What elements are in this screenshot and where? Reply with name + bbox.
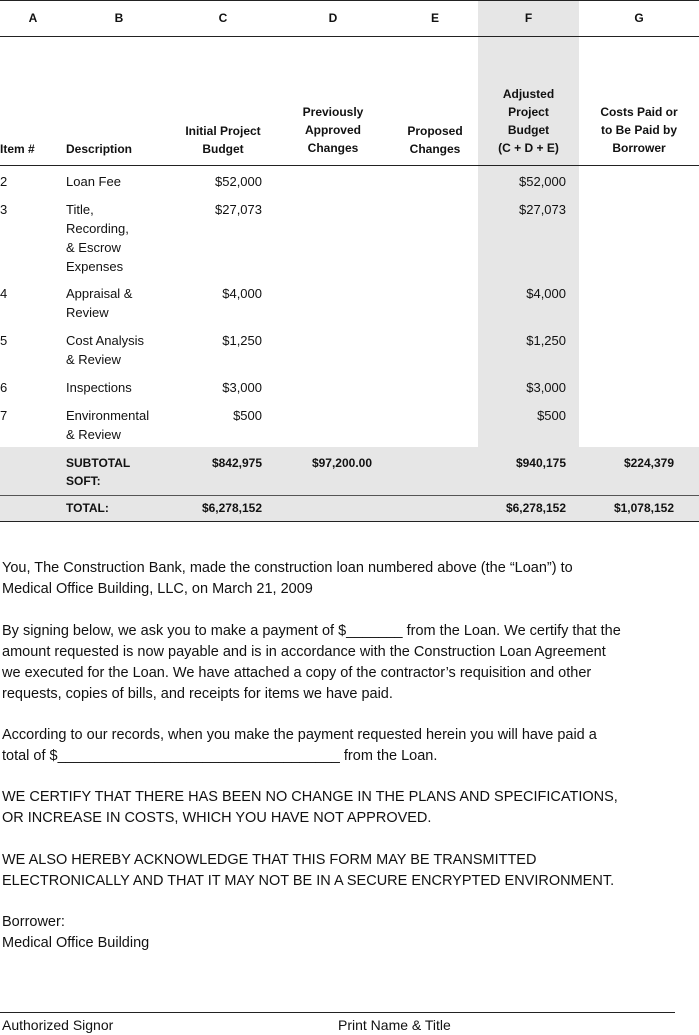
cell-item: 2	[0, 174, 8, 189]
cell-description: Appraisal & Review	[66, 286, 133, 320]
column-letter-row	[0, 0, 699, 36]
signature-line[interactable]	[0, 1012, 675, 1013]
cell-description: Inspections	[66, 380, 132, 395]
header-rule	[0, 165, 699, 166]
column-letter-e: E	[430, 11, 439, 25]
cell-adjusted: $3,000	[526, 380, 566, 395]
top-rule	[0, 0, 699, 1]
cell-initial: $1,250	[222, 333, 262, 348]
subtotal-rule	[0, 495, 699, 496]
subtotal-borrower: $224,379	[623, 456, 674, 470]
cell-adjusted: $1,250	[526, 333, 566, 348]
cell-description: Environmental & Review	[66, 408, 150, 442]
cell-item: 4	[0, 286, 8, 301]
column-letter-c: C	[218, 11, 228, 25]
table-bottom-rule	[0, 521, 699, 522]
column-letter-a: A	[28, 11, 38, 25]
total-paid-statement: According to our records, when you make the payment requested herein you will have paid a total of $___________________________________ from the Loan.	[2, 727, 597, 764]
cell-adjusted: $52,000	[519, 174, 566, 189]
cell-item: 6	[0, 380, 8, 395]
total-adjusted: $6,278,152	[505, 501, 566, 515]
subtotal-label: SUBTOTAL SOFT:	[66, 456, 131, 488]
cell-item: 5	[0, 333, 8, 348]
cell-initial: $52,000	[215, 174, 262, 189]
header-borrower-costs: Costs Paid or to Be Paid by Borrower	[600, 105, 678, 155]
column-letter-f: F	[524, 11, 533, 25]
letter-row-rule	[0, 36, 699, 37]
total-initial: $6,278,152	[201, 501, 262, 515]
header-description: Description	[66, 142, 133, 156]
column-letter-b: B	[114, 11, 124, 25]
column-letter-d: D	[328, 11, 338, 25]
cell-adjusted: $27,073	[519, 202, 566, 217]
header-item: Item #	[0, 142, 35, 156]
cell-description: Title, Recording, & Escrow Expenses	[66, 202, 129, 274]
authorized-signor-label: Authorized Signor	[2, 1017, 114, 1033]
cell-item: 7	[0, 408, 8, 423]
borrower-block	[2, 912, 692, 954]
subtotal-adjusted: $940,175	[515, 456, 566, 470]
cell-description: Cost Analysis & Review	[66, 333, 145, 367]
certification-statement: WE CERTIFY THAT THERE HAS BEEN NO CHANGE IN THE PLANS AND SPECIFICATIONS, OR INCREASE IN COSTS, WHICH YOU HAVE NOT APPROVED.	[2, 789, 618, 826]
borrower-name: Medical Office Building	[2, 935, 150, 951]
electronic-transmission-statement: WE ALSO HEREBY ACKNOWLEDGE THAT THIS FORM MAY BE TRANSMITTED ELECTRONICALLY AND THAT IT MAY NOT BE IN A SECURE ENCRYPTED ENVIRONMENT.	[2, 852, 615, 889]
subtotal-initial: $842,975	[211, 456, 262, 470]
header-initial-budget: Initial Project Budget	[185, 124, 261, 156]
cell-adjusted: $500	[537, 408, 566, 423]
print-name-title-label: Print Name & Title	[338, 1017, 451, 1033]
total-borrower: $1,078,152	[613, 501, 674, 515]
header-proposed-changes: Proposed Changes	[407, 124, 463, 156]
header-previously-approved: Previously Approved Changes	[302, 105, 364, 155]
borrower-label: Borrower:	[2, 914, 65, 930]
loan-statement: You, The Construction Bank, made the construction loan numbered above (the “Loan”) to Medical Office Building, LLC, on March 21, 2009	[2, 560, 573, 597]
payment-request-statement: By signing below, we ask you to make a payment of $_______ from the Loan. We certify that the amount requested is now payable and is in accordance with the Construction Loan Agreement we executed for the Loan. We have attached a copy of the contractor’s requisition and other requests, copies of bills, and receipts for items we have paid.	[2, 623, 621, 702]
total-label: TOTAL:	[66, 501, 109, 515]
subtotal-previous: $97,200.00	[311, 456, 372, 470]
cell-item: 3	[0, 202, 8, 217]
cell-description: Loan Fee	[66, 174, 121, 189]
header-adjusted-budget: Adjusted Project Budget (C + D + E)	[498, 87, 559, 155]
cell-adjusted: $4,000	[526, 286, 566, 301]
cell-initial: $3,000	[222, 380, 262, 395]
column-letter-g: G	[634, 11, 644, 25]
cell-initial: $27,073	[215, 202, 262, 217]
cell-initial: $500	[233, 408, 262, 423]
cell-initial: $4,000	[222, 286, 262, 301]
